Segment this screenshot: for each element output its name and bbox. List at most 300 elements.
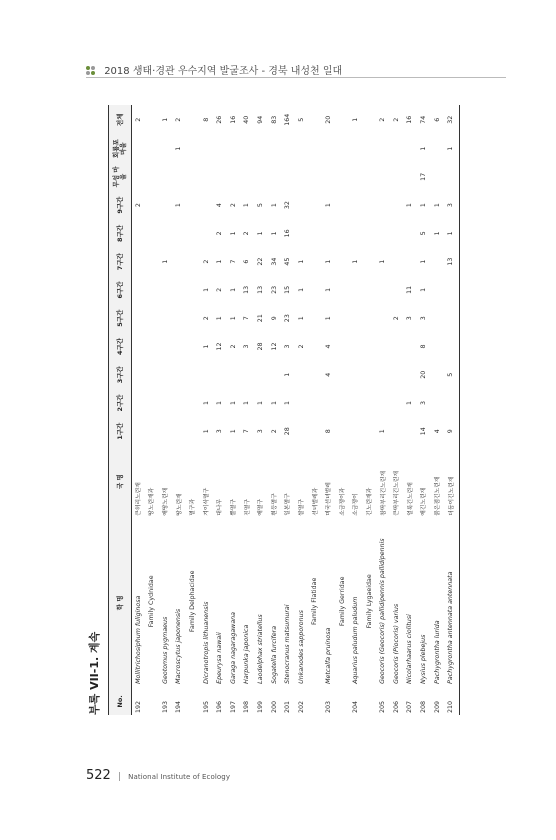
- korean-name: 땅노린재: [176, 493, 183, 516]
- count-cell: 1: [406, 400, 414, 405]
- scientific-name: Laodelphax striatellus: [256, 614, 264, 684]
- count-cell: [282, 134, 296, 162]
- count-cell: [132, 248, 146, 276]
- count-cell: [363, 304, 377, 332]
- count-cell: [295, 389, 309, 417]
- count-cell: 1: [352, 259, 360, 264]
- table-row: [241, 105, 255, 715]
- running-header: [86, 62, 506, 78]
- count-cell: [132, 417, 146, 445]
- scientific-name: Macroscytus japonensis: [175, 608, 183, 684]
- count-cell: 2: [392, 316, 400, 321]
- count-cell: [132, 304, 146, 332]
- count-cell: [309, 163, 323, 191]
- total-count: 1: [161, 117, 169, 122]
- count-cell: [187, 332, 201, 360]
- count-cell: [431, 389, 445, 417]
- count-cell: [146, 332, 160, 360]
- count-cell: 21: [256, 314, 264, 323]
- count-cell: 7: [229, 259, 237, 264]
- count-cell: 1: [175, 203, 183, 208]
- page-footer: [86, 768, 230, 783]
- total-count: 83: [270, 115, 278, 124]
- family-row: [309, 105, 323, 715]
- count-cell: 8: [420, 344, 428, 349]
- total-count: 16: [229, 115, 237, 124]
- table-row: [282, 105, 296, 715]
- total-count: [309, 105, 323, 134]
- count-cell: 1: [420, 146, 428, 151]
- scientific-name: Aquarius paludum paludum: [352, 596, 360, 684]
- count-cell: [214, 361, 228, 389]
- count-cell: [146, 361, 160, 389]
- count-cell: [363, 276, 377, 304]
- korean-name: 일본멸구: [285, 493, 292, 516]
- count-cell: [336, 389, 350, 417]
- scientific-name: Geotomus pygmaeus: [161, 616, 169, 684]
- korean-name: 소금쟁이: [353, 493, 360, 516]
- count-cell: [200, 361, 214, 389]
- count-cell: [309, 361, 323, 389]
- count-cell: [404, 219, 418, 247]
- total-count: 5: [297, 117, 305, 122]
- count-cell: [404, 248, 418, 276]
- count-cell: 3: [243, 344, 251, 349]
- count-cell: 32: [284, 201, 292, 210]
- scientific-name: Pachygrontha lurida: [433, 620, 441, 684]
- total-count: 164: [284, 113, 292, 126]
- row-number: 196: [216, 700, 224, 713]
- table-row: [418, 105, 432, 715]
- korean-name: 긴노린재과: [366, 487, 373, 516]
- row-number: 207: [406, 700, 414, 713]
- scientific-name: Harpunka japonica: [243, 624, 251, 684]
- count-cell: [431, 134, 445, 162]
- row-number: 202: [297, 700, 305, 713]
- count-cell: 2: [216, 231, 224, 236]
- count-cell: 7: [243, 429, 251, 434]
- count-cell: [391, 219, 405, 247]
- column-header: 학 명: [109, 518, 132, 688]
- count-cell: [187, 248, 201, 276]
- count-cell: [173, 304, 187, 332]
- count-cell: [295, 191, 309, 219]
- row-number: 193: [161, 700, 169, 713]
- total-count: 8: [202, 117, 210, 122]
- scientific-name: Geocoris (Geocoris) pallidipennis pallidipennis: [379, 538, 387, 684]
- count-cell: 1: [229, 231, 237, 236]
- scientific-name: Sogatella furcifera: [270, 625, 278, 684]
- korean-name: 진멸구: [244, 498, 251, 516]
- count-cell: 1: [229, 400, 237, 405]
- count-cell: 1: [256, 231, 264, 236]
- table-row: [255, 105, 269, 715]
- count-cell: 12: [270, 342, 278, 351]
- korean-name: 뿔멸구: [231, 498, 238, 516]
- count-cell: 1: [297, 316, 305, 321]
- count-cell: [377, 389, 391, 417]
- family-row: [146, 105, 160, 715]
- count-cell: 28: [284, 427, 292, 436]
- count-cell: 23: [270, 285, 278, 294]
- count-cell: [404, 361, 418, 389]
- count-cell: [404, 417, 418, 445]
- count-cell: [363, 389, 377, 417]
- korean-name: 애땅노린재: [163, 487, 170, 516]
- table-header-row: [109, 105, 132, 715]
- korean-name: 더듬이긴노린재: [445, 445, 459, 517]
- count-cell: 1: [445, 219, 459, 247]
- count-cell: 1: [379, 259, 387, 264]
- count-cell: [323, 219, 337, 247]
- count-cell: [214, 134, 228, 162]
- count-cell: [309, 389, 323, 417]
- count-cell: [377, 361, 391, 389]
- count-cell: [445, 332, 459, 360]
- count-cell: [159, 276, 173, 304]
- column-header: 9구간: [109, 191, 132, 219]
- count-cell: [336, 332, 350, 360]
- count-cell: [431, 163, 445, 191]
- row-number: 201: [284, 700, 292, 713]
- column-header: 7구간: [109, 248, 132, 276]
- count-cell: [159, 219, 173, 247]
- count-cell: 17: [420, 172, 428, 181]
- korean-name: 붉은점긴노린재: [434, 476, 441, 516]
- korean-name: 겨이삭멸구: [203, 487, 210, 516]
- korean-name: 멸구과: [190, 498, 197, 516]
- total-count: 40: [243, 115, 251, 124]
- table-row: [431, 105, 445, 715]
- count-cell: [187, 417, 201, 445]
- scientific-name: Family Delphacidae: [188, 570, 196, 633]
- total-count: 2: [175, 117, 183, 122]
- row-number: [187, 688, 201, 715]
- count-cell: [363, 191, 377, 219]
- row-number: 194: [175, 700, 183, 713]
- count-cell: 13: [256, 285, 264, 294]
- count-cell: [159, 332, 173, 360]
- count-cell: [187, 163, 201, 191]
- column-header: No.: [109, 688, 132, 715]
- rotated-table-block: [86, 105, 496, 715]
- count-cell: 1: [379, 429, 387, 434]
- total-count: 2: [392, 117, 400, 122]
- korean-name: 애멸구: [258, 498, 265, 516]
- count-cell: [159, 417, 173, 445]
- count-cell: 1: [284, 372, 292, 377]
- count-cell: [309, 134, 323, 162]
- total-count: [336, 105, 350, 134]
- count-cell: 1: [256, 400, 264, 405]
- count-cell: 1: [216, 259, 224, 264]
- column-header: 2구간: [109, 389, 132, 417]
- count-cell: [363, 219, 377, 247]
- total-count: 26: [216, 115, 224, 124]
- species-table: [108, 105, 460, 715]
- count-cell: [132, 219, 146, 247]
- count-cell: 1: [406, 203, 414, 208]
- count-cell: 20: [420, 370, 428, 379]
- count-cell: [227, 134, 241, 162]
- count-cell: [227, 163, 241, 191]
- count-cell: [350, 163, 364, 191]
- count-cell: 1: [229, 287, 237, 292]
- column-header: 8구간: [109, 219, 132, 247]
- count-cell: 1: [420, 259, 428, 264]
- count-cell: 1: [324, 287, 332, 292]
- table-row: [214, 105, 228, 715]
- count-cell: [363, 134, 377, 162]
- family-row: [336, 105, 350, 715]
- count-cell: 1: [284, 400, 292, 405]
- scientific-name: Family Flatidae: [311, 577, 319, 626]
- row-number: 200: [270, 700, 278, 713]
- count-cell: [295, 361, 309, 389]
- count-cell: [431, 332, 445, 360]
- count-cell: [350, 332, 364, 360]
- total-count: 20: [324, 115, 332, 124]
- column-header: 5구간: [109, 304, 132, 332]
- count-cell: 2: [229, 203, 237, 208]
- count-cell: 14: [420, 427, 428, 436]
- count-cell: [295, 134, 309, 162]
- scientific-name: Epeurysa nawaii: [216, 632, 224, 684]
- table-caption: 부록 VII-1. 계속: [88, 631, 101, 715]
- count-cell: 45: [284, 257, 292, 266]
- count-cell: [241, 361, 255, 389]
- count-cell: [146, 248, 160, 276]
- count-cell: 4: [324, 344, 332, 349]
- count-cell: [336, 134, 350, 162]
- count-cell: [295, 163, 309, 191]
- count-cell: 1: [216, 400, 224, 405]
- count-cell: [173, 361, 187, 389]
- count-cell: [363, 163, 377, 191]
- count-cell: 1: [175, 146, 183, 151]
- row-number: [363, 688, 377, 715]
- count-cell: 5: [420, 231, 428, 236]
- table-row: [391, 105, 405, 715]
- korean-name: 참딱부리긴노린재: [380, 470, 387, 516]
- total-count: 6: [433, 117, 441, 122]
- count-cell: [445, 304, 459, 332]
- row-number: [146, 688, 160, 715]
- count-cell: 1: [445, 134, 459, 162]
- count-cell: 3: [420, 400, 428, 405]
- count-cell: 2: [202, 259, 210, 264]
- scientific-name: Nicolarhaarus ciolitusi: [406, 614, 414, 684]
- count-cell: [391, 134, 405, 162]
- count-cell: [363, 417, 377, 445]
- count-cell: [173, 219, 187, 247]
- count-cell: [268, 163, 282, 191]
- total-count: [363, 105, 377, 134]
- count-cell: 1: [243, 400, 251, 405]
- count-cell: [132, 389, 146, 417]
- count-cell: [132, 163, 146, 191]
- count-cell: 1: [270, 400, 278, 405]
- count-cell: 8: [324, 429, 332, 434]
- count-cell: [336, 361, 350, 389]
- total-count: 32: [445, 105, 459, 134]
- count-cell: [146, 163, 160, 191]
- count-cell: [132, 276, 146, 304]
- count-cell: [159, 191, 173, 219]
- count-cell: 1: [270, 203, 278, 208]
- count-cell: [350, 134, 364, 162]
- count-cell: [377, 304, 391, 332]
- count-cell: [187, 191, 201, 219]
- count-cell: [391, 248, 405, 276]
- count-cell: 1: [243, 203, 251, 208]
- count-cell: [391, 332, 405, 360]
- column-header: 전체: [109, 105, 132, 134]
- family-row: [363, 105, 377, 715]
- count-cell: [187, 361, 201, 389]
- count-cell: [173, 163, 187, 191]
- count-cell: [431, 361, 445, 389]
- count-cell: [336, 191, 350, 219]
- count-cell: [146, 191, 160, 219]
- count-cell: 4: [433, 429, 441, 434]
- count-cell: [159, 389, 173, 417]
- count-cell: [350, 191, 364, 219]
- korean-name: 큰딱부리긴노린재: [394, 470, 401, 516]
- count-cell: [214, 163, 228, 191]
- count-cell: 16: [284, 229, 292, 238]
- row-number: 208: [420, 700, 428, 713]
- scientific-name: Garaga nagaragawana: [229, 611, 237, 684]
- page-number: 522: [86, 768, 111, 783]
- count-cell: [173, 276, 187, 304]
- column-header: 1구간: [109, 417, 132, 445]
- count-cell: [132, 332, 146, 360]
- count-cell: [445, 389, 459, 417]
- table-row: [132, 105, 146, 715]
- count-cell: [309, 276, 323, 304]
- table-row: [200, 105, 214, 715]
- row-number: 192: [134, 700, 142, 713]
- count-cell: [363, 248, 377, 276]
- family-row: [187, 105, 201, 715]
- count-cell: 11: [406, 285, 414, 294]
- count-cell: [173, 332, 187, 360]
- count-cell: [159, 304, 173, 332]
- count-cell: [255, 361, 269, 389]
- count-cell: [187, 276, 201, 304]
- count-cell: [431, 276, 445, 304]
- count-cell: 23: [284, 314, 292, 323]
- count-cell: 4: [324, 372, 332, 377]
- count-cell: [309, 219, 323, 247]
- count-cell: [159, 163, 173, 191]
- table-row: [173, 105, 187, 715]
- count-cell: [350, 276, 364, 304]
- count-cell: [268, 134, 282, 162]
- count-cell: [146, 134, 160, 162]
- scientific-name: Family Cydnidae: [148, 575, 156, 628]
- count-cell: 1: [433, 203, 441, 208]
- count-cell: 5: [256, 203, 264, 208]
- count-cell: 3: [216, 429, 224, 434]
- total-count: 74: [420, 115, 428, 124]
- total-count: [187, 105, 201, 134]
- count-cell: [241, 163, 255, 191]
- header-rule: [86, 77, 506, 78]
- row-number: 210: [445, 688, 459, 715]
- count-cell: 22: [256, 257, 264, 266]
- count-cell: [146, 389, 160, 417]
- total-count: [146, 105, 160, 134]
- count-cell: [173, 248, 187, 276]
- total-count: 2: [134, 117, 142, 122]
- count-cell: [323, 134, 337, 162]
- count-cell: 1: [229, 429, 237, 434]
- count-cell: 1: [270, 231, 278, 236]
- count-cell: [336, 417, 350, 445]
- count-cell: 1: [202, 429, 210, 434]
- count-cell: [187, 134, 201, 162]
- row-number: 199: [256, 700, 264, 713]
- korean-name: 미국선녀벌레: [326, 482, 333, 516]
- count-cell: 1: [324, 316, 332, 321]
- count-cell: 13: [243, 285, 251, 294]
- count-cell: [187, 304, 201, 332]
- count-cell: [404, 332, 418, 360]
- table-row: [268, 105, 282, 715]
- count-cell: [336, 163, 350, 191]
- column-header: 3구간: [109, 361, 132, 389]
- row-number: 209: [433, 700, 441, 713]
- total-count: 16: [406, 115, 414, 124]
- count-cell: [200, 219, 214, 247]
- count-cell: 3: [284, 344, 292, 349]
- korean-name: 소금쟁이과: [339, 487, 346, 516]
- scientific-name: Dicranotropis lithuanensis: [202, 601, 210, 684]
- count-cell: 3: [420, 316, 428, 321]
- count-cell: 1: [420, 203, 428, 208]
- table-row: [295, 105, 309, 715]
- count-cell: 9: [445, 417, 459, 445]
- count-cell: [309, 417, 323, 445]
- count-cell: [431, 248, 445, 276]
- column-header: 4구간: [109, 332, 132, 360]
- scientific-name: Family Gerridae: [338, 576, 346, 627]
- count-cell: 2: [270, 429, 278, 434]
- scientific-name: Family Lygaeidae: [365, 574, 373, 629]
- count-cell: [200, 191, 214, 219]
- scientific-name: Pachygrontha antennata antennata: [445, 518, 459, 688]
- count-cell: 2: [229, 344, 237, 349]
- count-cell: [377, 191, 391, 219]
- count-cell: 6: [243, 259, 251, 264]
- count-cell: [377, 134, 391, 162]
- table-row: [159, 105, 173, 715]
- count-cell: [391, 361, 405, 389]
- count-cell: 1: [420, 287, 428, 292]
- korean-name: 쌀멸구: [299, 498, 306, 516]
- count-cell: [146, 219, 160, 247]
- count-cell: [268, 361, 282, 389]
- count-cell: [173, 389, 187, 417]
- count-cell: [363, 361, 377, 389]
- count-cell: 28: [256, 342, 264, 351]
- count-cell: [377, 219, 391, 247]
- count-cell: 2: [202, 316, 210, 321]
- count-cell: 1: [202, 344, 210, 349]
- total-count: 1: [352, 117, 360, 122]
